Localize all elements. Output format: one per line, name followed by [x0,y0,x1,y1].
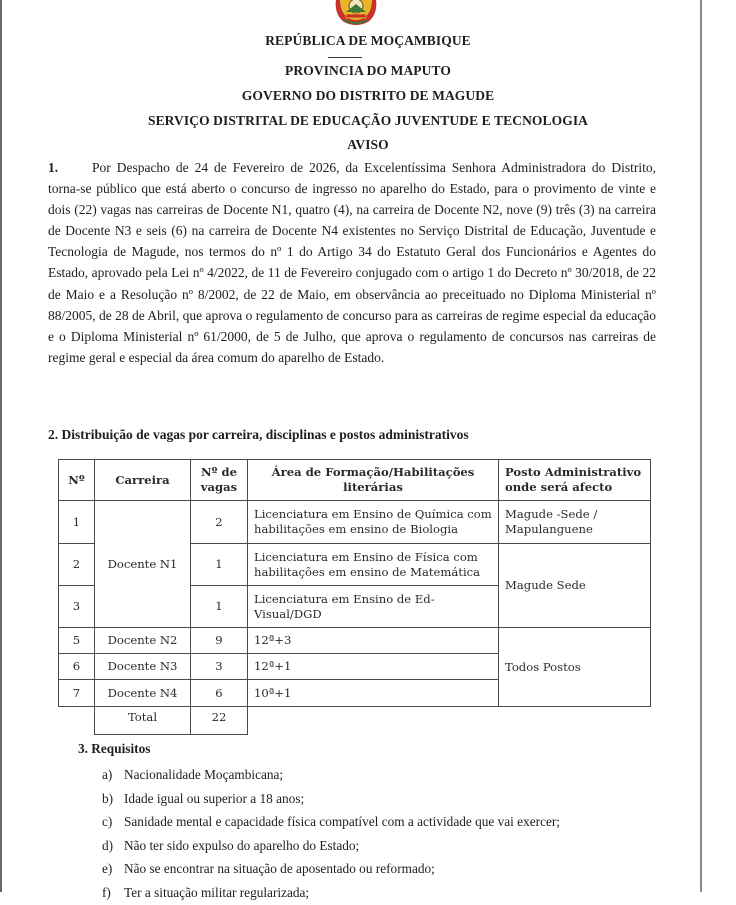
header-province: PROVINCIA DO MAPUTO [285,63,451,78]
cell-total-value: 22 [191,707,248,735]
table-row [59,501,651,544]
item-label: d) [102,837,114,853]
cell-number: 2 [59,544,95,586]
item-label: f) [102,884,111,900]
vacancies-table [58,459,651,735]
col-header-vacancies: Nº de vagas [191,460,248,501]
col-header-post: Posto Administrativo onde será afecto [499,460,651,501]
cell-area: 10ª+1 [248,680,499,707]
cell-area: 12ª+3 [248,628,499,654]
item-text: Idade igual ou superior a 18 anos; [124,790,305,806]
header-service: SERVIÇO DISTRITAL DE EDUCAÇÃO JUVENTUDE E TECNOLOGIA [147,113,589,128]
list-item [102,810,560,834]
list-item [102,881,560,905]
item-label: e) [102,861,113,877]
coat-of-arms-icon [332,0,380,26]
cell-vacancies: 1 [191,544,248,586]
section-2-title: 2. Distribuição de vagas por carreira, disciplinas e postos administrativos [48,427,469,442]
item-label: a) [102,767,113,782]
cell-post: Magude -Sede / Mapulanguene [499,501,651,544]
table-header-row [59,460,651,501]
cell-empty [499,707,651,735]
cell-vacancies: 1 [191,586,248,628]
cell-vacancies: 3 [191,654,248,680]
cell-number: 3 [59,586,95,628]
item-label: c) [102,814,113,830]
list-item [102,763,560,787]
cell-post: Todos Postos [499,628,651,707]
list-item [102,787,560,811]
item-text: Não se encontrar na situação de aposentado ou reformado; [124,861,435,877]
item-text: Não ter sido expulso do aparelho do Estado; [124,837,360,853]
cell-area: Licenciatura em Ensino de Ed-Visual/DGD [248,586,499,628]
cell-empty [59,707,95,735]
requirements-list [102,763,560,905]
list-item [102,834,560,858]
cell-total-label: Total [95,707,191,735]
header-republic: REPÚBLICA DE MOÇAMBIQUE [265,33,471,48]
cell-vacancies: 6 [191,680,248,707]
cell-career: Docente N2 [95,628,191,654]
col-header-career: Carreira [95,460,191,501]
page-left-border [0,0,2,892]
section-1-paragraph [48,157,656,368]
page-right-border [700,0,702,892]
cell-number: 5 [59,628,95,654]
section-3-title: 3. Requisitos [78,741,151,756]
cell-career: Docente N4 [95,680,191,707]
header-government: GOVERNO DO DISTRITO DE MAGUDE [241,88,495,103]
item-text: Nacionalidade Moçambicana; [124,767,284,782]
col-header-number: Nº [59,460,95,501]
cell-vacancies: 9 [191,628,248,654]
cell-area: 12ª+1 [248,654,499,680]
cell-career: Docente N1 [95,501,191,628]
list-item [102,857,560,881]
cell-number: 1 [59,501,95,544]
notice-title: AVISO [347,137,389,152]
item-text: Sanidade mental e capacidade física compatível com a actividade que vai exercer; [124,814,560,830]
header-divider [328,57,362,58]
section-1-text: Por Despacho de 24 de Fevereiro de 2026, da Excelentíssima Senhora Administradora do Distrito, torna-se público que está aberto o concurso de ingresso no aparelho do Estado, para o provimento de vinte e dois (22) vagas nas carreiras de Docente N1, quatro (4), na carreira de Docente N2, nove (9) três (3) na carreira de Docente N3 e seis (6) na carreira de Docente N4 existentes no Serviço Distrital de Educação, Juventude e Tecnologia de Magude, nos termos do nº 1 do Artigo 34 do Estatuto Geral dos Funcionários e Agentes do Estado, aprovado pela Lei nº 4/2022, de 11 de Fevereiro conjugado com o artigo 1 do Decreto nº 30/2018, de 22 de Maio e a Resolução nº 8/2002, de 22 de Maio, em observância ao preceituado no Diploma Ministerial nº 88/2005, de 28 de Abril, que aprova o regulamento de concurso para as carreiras de regime especial da educação e o Diploma Ministerial nº 61/2000, de 5 de Julho, que aprova o regulamento de concursos nas carreiras de regime geral e especial da área comum do aparelho de Estado. [48,160,656,365]
table-row [59,628,651,654]
section-1-number: 1. [48,160,59,175]
item-text: Ter a situação militar regularizada; [124,884,310,900]
cell-area: Licenciatura em Ensino de Química com habilitações em ensino de Biologia [248,501,499,544]
cell-empty [248,707,499,735]
table-total-row [59,707,651,735]
cell-area: Licenciatura em Ensino de Física com habilitações em ensino de Matemática [248,544,499,586]
cell-number: 6 [59,654,95,680]
cell-career: Docente N3 [95,654,191,680]
cell-number: 7 [59,680,95,707]
cell-vacancies: 2 [191,501,248,544]
col-header-area: Área de Formação/Habilitações literárias [248,460,499,501]
item-label: b) [102,790,114,806]
cell-post: Magude Sede [499,544,651,628]
